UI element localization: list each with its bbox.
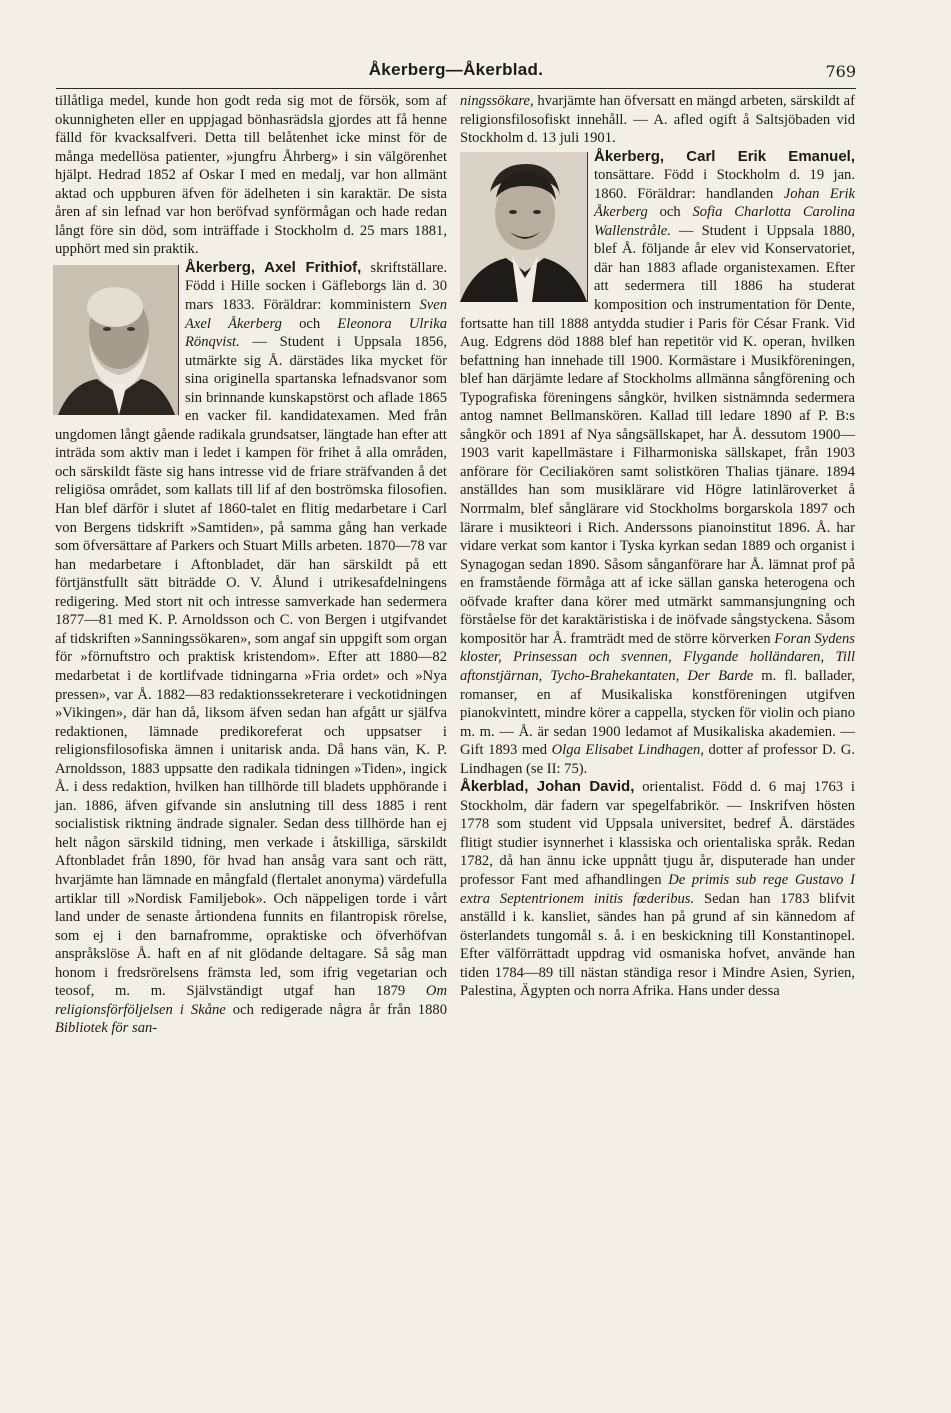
header-rule	[56, 88, 856, 89]
portrait-photo	[53, 265, 178, 415]
right-column	[460, 92, 855, 1001]
portrait-carl-akerberg	[460, 152, 588, 302]
entry-headword: Åkerberg, Carl Erik Emanuel,	[594, 147, 855, 165]
portrait-axel-akerberg	[53, 265, 179, 415]
entry-axel-akerberg: Åkerberg, Axel Frithiof, skriftställare. Född i Hille socken i Gäfleborgs län d. 30 mars 1833. Föräldrar: komministern Sven Axel Åkerberg och Eleonora Ulrika Rönqvist. — Student i Uppsala 1856, utmärkte sig Å. därstädes lika mycket för sina originella spartanska lefnadsvanor som sin brinnande kunskapstörst och aflade 1865 en vacker fil. kandidatexamen. Med från ungdomen långt gående radikala grundsatser, längtade han efter att inträda som aktiv man i ledet i kampen för frihet å alla områden, och särskildt fäste sig hans intresse vid de friare sträfvanden å det religiösa området, som kallats till lif af den boströmska filosofien. Han blef därför i slutet af 1860-talet en flitig medarbetare i Carl von Bergens tidskrift »Samtiden», på samma gång han verkade som öfversättare af Parkers och Stuart Mills arbeten. 1870—78 var han medarbetare i Aftonbladet, där han särskildt på ett förtjänstfullt sätt biträdde O. V. Ålund i utrikesafdelningens redigering. Med stort nit och intresse samverkade han sedermera 1877—81 med K. P. Arnoldsson och C. von Bergen i utgifvandet af tidskriften »Sanningssökaren», som angaf sin uppgift som organ för »förnuftstro och praktisk kristendom». Efter att 1880—82 medarbetat i de kortlifvade tidningarna »Fria ordet» och »Nya pressen», var Å. 1882—83 redaktionssekreterare i veckotidningen »Vikingen», där han då, liksom äfven sedan han afgått ur själfva redaktionen, lämnade predikoreferat och uppsatser i religionsfilosofiska ämnen i unitarisk anda. Då hans vän, K. P. Arnoldsson, 1883 uppsatte den radikala tidningen »Tiden», ingick Å. i dess redaktion, hvilken han tillhörde till bladets upphörande i jan. 1886, äfven gifvande sin anslutning till dess 1885 i rent socialistisk riktning ändrade signaler. Sedan dess tillhörde han ej helt någon särskild tidning, men verkade i åtskilliga, särskildt Aftonbladet från 1890, för hvad han ansåg vara sant och rätt, hvarjämte han lämnade en mångfald (flertalet anonyma) värdefulla artiklar till »Nordisk Familjebok». Och näppeligen torde i vårt land under de senaste årtiondena funnits en filantropisk rörelse, som ej i den barnafromme, opraktiske och öfverhöfvan anspråkslöse Å. haft en af nit glödande deltagare. Så såg man honom i fredsrörelsens främsta led, som ifrig vegetarian och teosof, m. m. Självständigt utgaf han 1879 Om religionsförföljelsen i Skåne och redigerade några år från 1880 Bibliotek för san-	[55, 258, 447, 1037]
left-column	[55, 92, 447, 1038]
work-title: Om religionsförföljelsen i Skåne	[55, 983, 447, 1018]
portrait-photo	[460, 152, 587, 302]
spouse-name: Olga Elisabet Lindhagen,	[551, 742, 704, 759]
entry-headword: Åkerblad, Johan David,	[460, 778, 635, 796]
entry-johan-akerblad: Åkerblad, Johan David, orientalist. Född d. 6 maj 1763 i Stockholm, där fadern var spegelfabrikör. — Inskrifven hösten 1778 som student vid Uppsala universitet, bedref Å. därstädes flitigt studier isynnerhet i klassiska och orientaliska språk. Redan 1782, då han ännu icke uppnått tjugu år, disputerade han under professor Fant med afhandlingen De primis sub rege Gustavo I extra Septentrionem initis fœderibus. Sedan han 1783 blifvit anställd i k. kansliet, sändes han på grund af sin kännedom af österlandets tungomål s. å. i en beskickning till Konstantinopel. Efter välförrättadt uppdrag vid osmaniska hofvet, använde han tiden 1784—89 till nästan ständiga resor i Mindre Asien, Syrien, Palestina, Ägypten och norra Afrika. Hans under dessa	[460, 778, 855, 1000]
parent-name: Johan Erik Åkerberg	[594, 185, 855, 221]
parent-name: Eleonora Ulrika Rönqvist.	[185, 315, 447, 351]
entry-continuation-paragraph: tillåtliga medel, kunde hon godt reda sig mot de försök, som af okunnigheten eller en uppjagad bönhasrädsla gjordes att få henne fälld för kvacksalfveri. Detta till belåtenhet icke minst för de många medellösa patienter, »jungfru Åhrberg» i sin välgörenhet hjälpt. Hedrad 1852 af Oskar I med en medalj, var hon allmänt aktad och uppburen äfven för ädelheten i sin karaktär. De sista åren af sin lefnad var hon beröfvad synförmågan och hade redan långt före sin död, som inträffade i Stockholm d. 25 mars 1881, upphört med sin praktik.	[55, 93, 447, 258]
page-number: 769	[825, 62, 856, 81]
running-title: Åkerberg—Åkerblad.	[368, 60, 544, 79]
parent-name: Sven Axel Åkerberg	[185, 297, 447, 332]
page-header	[56, 58, 856, 90]
entry-carl-akerberg: Åkerberg, Carl Erik Emanuel, tonsättare. Född i Stockholm d. 19 jan. 1860. Föräldrar: handlanden Johan Erik Åkerberg och Sofia Charlotta Carolina Wallenstråle. — Student i Uppsala 1880, blef Å. följande år elev vid Konservatoriet, där han 1883 aflade organistexamen. Efter att sedermera till 1886 ha studerat komposition och instrumentation för Dente, fortsatte han till 1888 antydda studier i Paris för César Frank. Vid Aug. Edgrens död 1888 blef han repetitör vid K. operan, hvilken befattning han innehade till 1900. Kormästare i Musikföreningen, blef han därjämte ledare af Stockholms allmänna sångförening och Typografiska föreningens sångkör, hvilken sistnämnda sedermera antog namnet Bellmanskören. Kallad till ledare 1890 af P. B:s sångkör och 1891 af Nya sångsällskapet, har Å. dessutom 1900—1903 varit kapellmästare i Filharmoniska sällskapet, från 1903 anförare för Ceciliakören samt solistkören Thalias tjänare. 1894 anställdes han som musiklärare vid Högre latinläroverket å Norrmalm, blef sånglärare vid Stockholms borgarskola 1897 och lärare i musikteori i Rich. Anderssons pianoinstitut 1896. Å. har vidare verkat som kantor i Tyska kyrkan sedan 1889 och organist i Synagogan sedan 1890. Såsom sånganförare har Å. lämnat prof på en framstående förmåga att af icke sällan ganska heterogena och oöfvade krafter dana körer med utmärkt sammansjungning och förståelse för det karaktäristiska i de inöfvade sångstyckena. Såsom kompositör har Å. framträdt med de större körverken Foran Sydens kloster, Prinsessan och svennen, Flygande holländaren, Till aftonstjärnan, Tycho-Brahekantaten, Der Barde m. fl. ballader, romanser, en af Musikaliska konstföreningen utgifven pianokvintett, mindre körer a cappella, stycken för violin och piano m. m. — Å. är sedan 1900 ledamot af Musikaliska akademien. — Gift 1893 med Olga Elisabet Lindhagen, dotter af professor D. G. Lindhagen (se II: 75).	[460, 147, 855, 777]
entry-headword: Åkerberg, Axel Frithiof,	[185, 258, 362, 276]
work-title: De primis sub rege Gustavo I extra Septentrionem initis fœderibus.	[460, 871, 855, 907]
entry-continuation-paragraph: ningssökare, hvarjämte han öfversatt en mängd arbeten, särskildt af religionsfilosofiskt innehåll. — A. afled ogift å Saltsjöbaden vid Stockholm d. 13 juli 1901.	[460, 93, 855, 147]
work-title: Bibliotek för san-	[55, 1020, 158, 1037]
work-titles: Foran Sydens kloster, Prinsessan och svennen, Flygande holländaren, Till aftonstjärnan, Tycho-Brahekantaten, Der Barde	[460, 630, 855, 684]
parent-name: Sofia Charlotta Carolina Wallenstråle.	[594, 204, 855, 239]
work-title: ningssökare,	[460, 93, 534, 109]
